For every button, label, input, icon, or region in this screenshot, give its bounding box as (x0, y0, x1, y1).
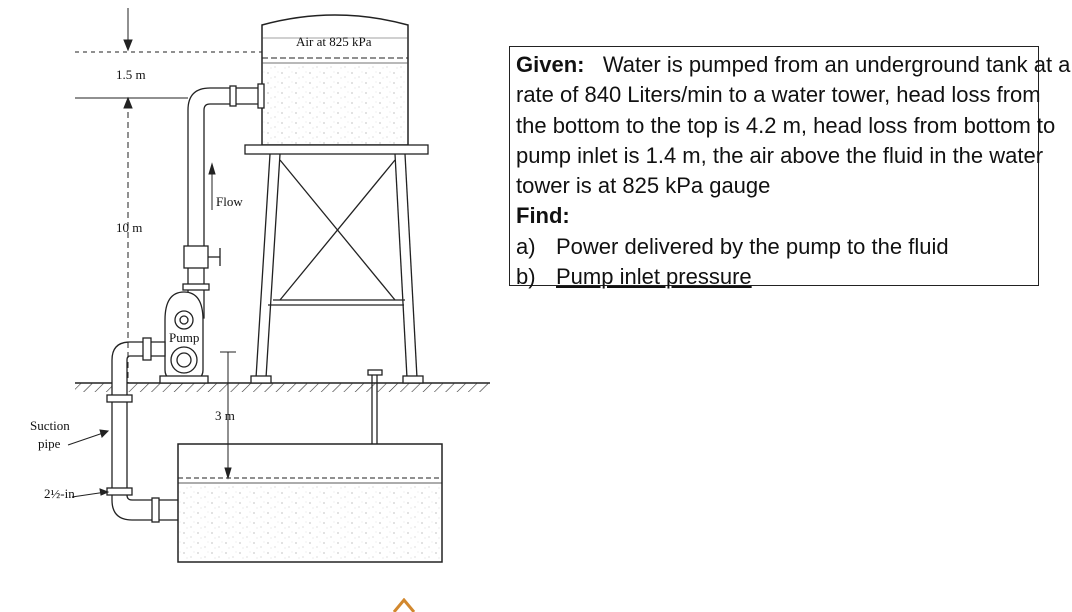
pump-label: Pump (169, 330, 200, 345)
pipe-size-label: 2½-in (44, 486, 75, 501)
given-label: Given: (516, 52, 585, 77)
problem-statement-box (509, 46, 1071, 290)
diagram-svg (0, 0, 505, 575)
accent-triangle-mark (392, 598, 416, 612)
depth-label: 3 m (215, 408, 235, 423)
pump-system-diagram (0, 0, 505, 575)
item-text: Power delivered by the pump to the fluid (556, 233, 949, 259)
vent-pipe (368, 370, 382, 444)
given-text: Water is pumped from an underground tank at a (602, 52, 1071, 77)
given-line: the bottom to the top is 4.2 m, head loss from bottom to (516, 112, 1056, 138)
given-line: tower is at 825 kPa gauge (516, 173, 771, 199)
item-letter: b) (516, 264, 536, 290)
find-item-a (516, 232, 1032, 262)
given-line: rate of 840 Liters/min to a water tower, head loss from (516, 82, 1041, 108)
dimension-lines (68, 8, 262, 497)
given-line: pump inlet is 1.4 m, the air above the fluid in the water (516, 142, 1044, 168)
suction-label-line2: pipe (38, 436, 61, 451)
tower-legs (251, 154, 423, 383)
underground-tank (178, 444, 442, 562)
given-line-0 (516, 50, 1071, 80)
item-letter: a) (516, 233, 536, 259)
item-text: Pump inlet pressure (556, 264, 752, 290)
ground (75, 383, 490, 392)
find-item-b (516, 262, 1032, 292)
suction-label-line1: Suction (30, 418, 70, 433)
air-pressure-label: Air at 825 kPa (296, 34, 372, 49)
height-mid-label: 10 m (116, 220, 143, 235)
flow-label: Flow (216, 194, 243, 209)
height-top-label: 1.5 m (116, 67, 146, 82)
tower-platform (245, 145, 428, 154)
find-label: Find: (516, 203, 570, 229)
